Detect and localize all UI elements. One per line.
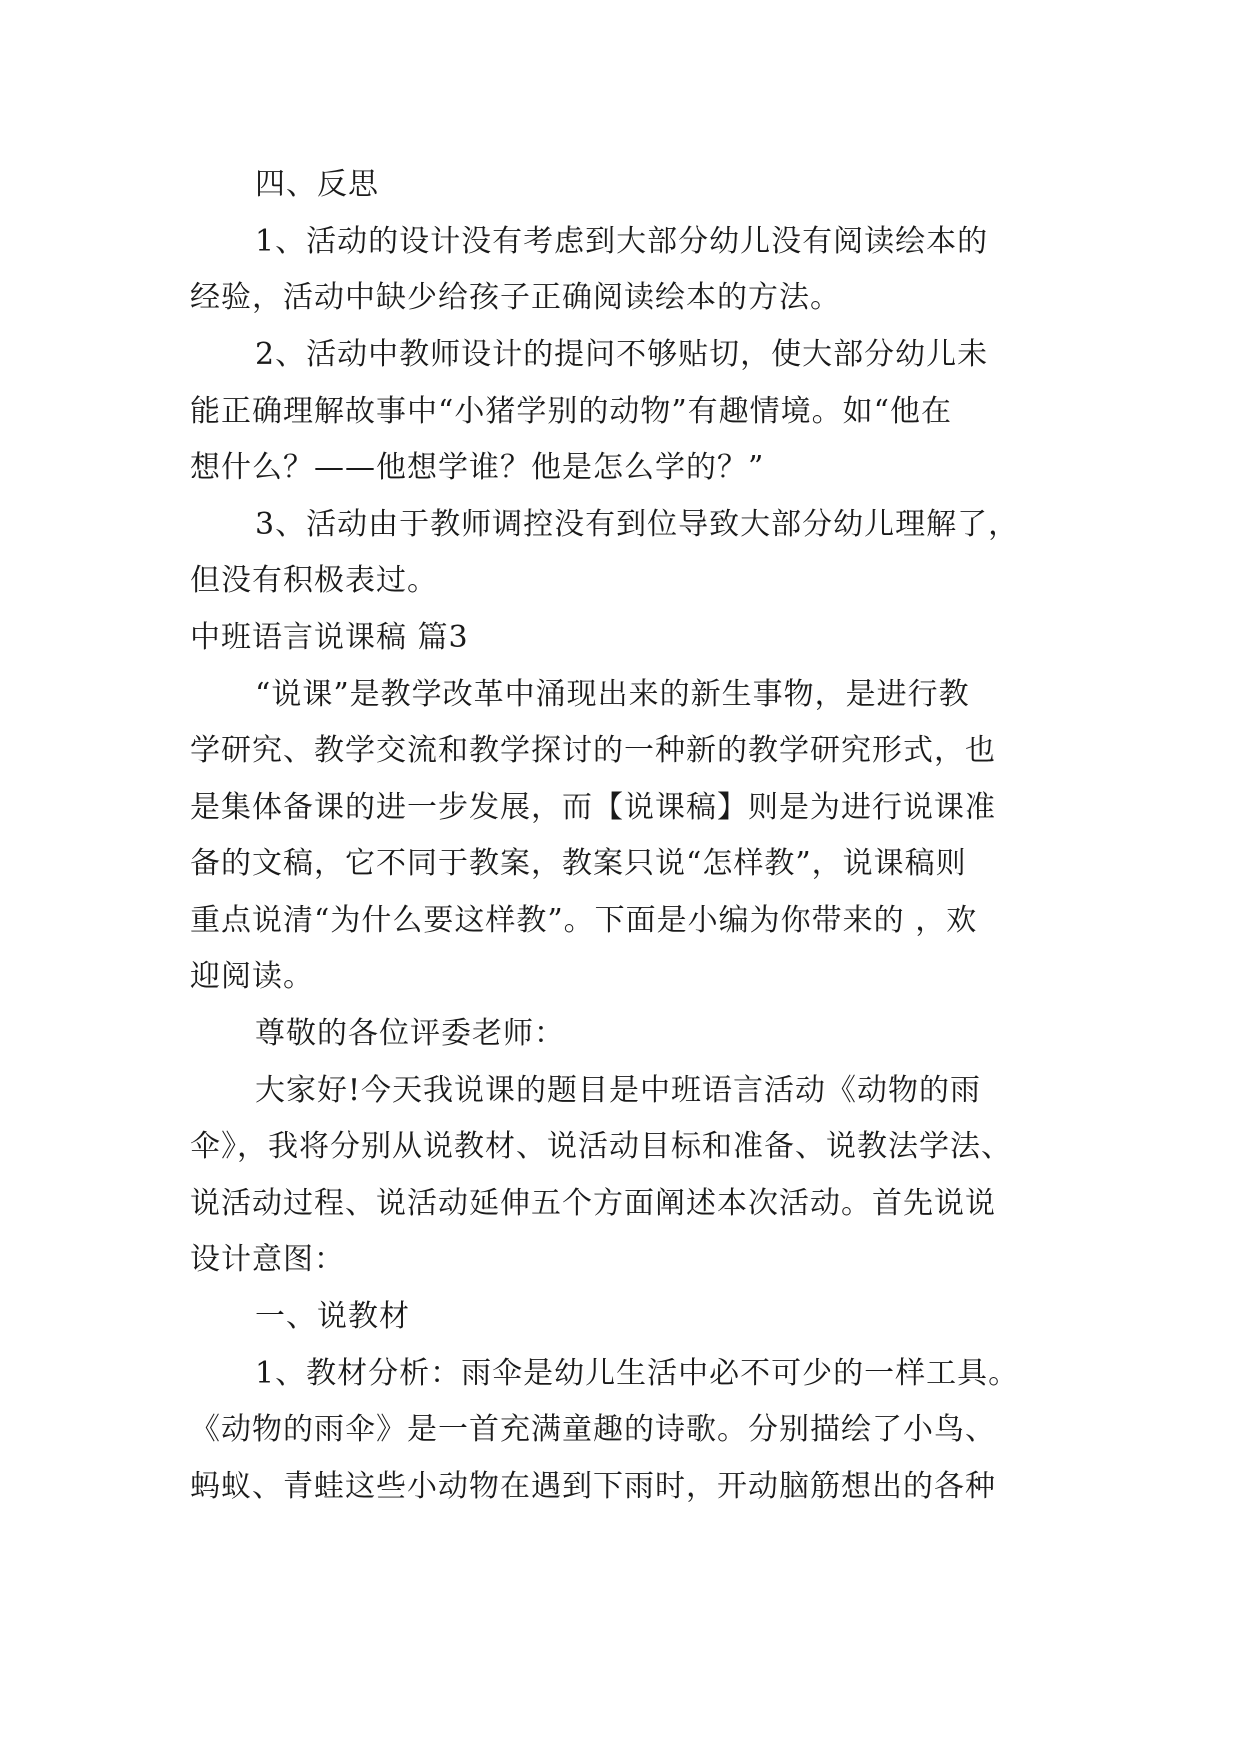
paragraph-line: 重点说清“为什么要这样教”。下面是小编为你带来的 ，欢 (190, 903, 978, 938)
section-heading-reflection: 四、反思 (255, 167, 379, 202)
paragraph-line: 设计意图： (190, 1242, 345, 1277)
paragraph-line: 经验，活动中缺少给孩子正确阅读绘本的方法。 (190, 280, 841, 315)
paragraph-line: 蚂蚁、青蛙这些小动物在遇到下雨时，开动脑筋想出的各种 (190, 1469, 996, 1504)
paragraph-line: 想什么？——他想学谁？他是怎么学的？” (190, 450, 765, 485)
salutation: 尊敬的各位评委老师： (255, 1016, 565, 1051)
paragraph-line: 是集体备课的进一步发展，而【说课稿】则是为进行说课准 (190, 790, 996, 825)
paragraph-line: 伞》，我将分别从说教材、说活动目标和准备、说教法学法、 (190, 1129, 1012, 1164)
article-title: 中班语言说课稿 篇3 (190, 620, 469, 655)
paragraph-line: “说课”是教学改革中涌现出来的新生事物，是进行教 (255, 677, 970, 712)
paragraph-line: 能正确理解故事中“小猪学别的动物”有趣情境。如“他在 (190, 394, 953, 429)
paragraph-line: 学研究、教学交流和教学探讨的一种新的教学研究形式，也 (190, 733, 996, 768)
paragraph-line: 1、活动的设计没有考虑到大部分幼儿没有阅读绘本的 (255, 224, 989, 259)
paragraph-line: 2、活动中教师设计的提问不够贴切，使大部分幼儿未 (255, 337, 989, 372)
paragraph-line: 说活动过程、说活动延伸五个方面阐述本次活动。首先说说 (190, 1186, 996, 1221)
paragraph-line: 但没有积极表过。 (190, 563, 438, 598)
paragraph-line: 3、活动由于教师调控没有到位导致大部分幼儿理解了， (255, 507, 1020, 542)
paragraph-line: 备的文稿，它不同于教案，教案只说“怎样教”，说课稿则 (190, 846, 967, 881)
paragraph-line: 迎阅读。 (190, 959, 314, 994)
section-heading-materials: 一、说教材 (255, 1299, 410, 1334)
paragraph-line: 《动物的雨伞》是一首充满童趣的诗歌。分别描绘了小鸟、 (190, 1412, 996, 1447)
paragraph-line: 1、教材分析：雨伞是幼儿生活中必不可少的一样工具。 (255, 1356, 1020, 1391)
paragraph-line: 大家好!今天我说课的题目是中班语言活动《动物的雨 (255, 1073, 982, 1108)
